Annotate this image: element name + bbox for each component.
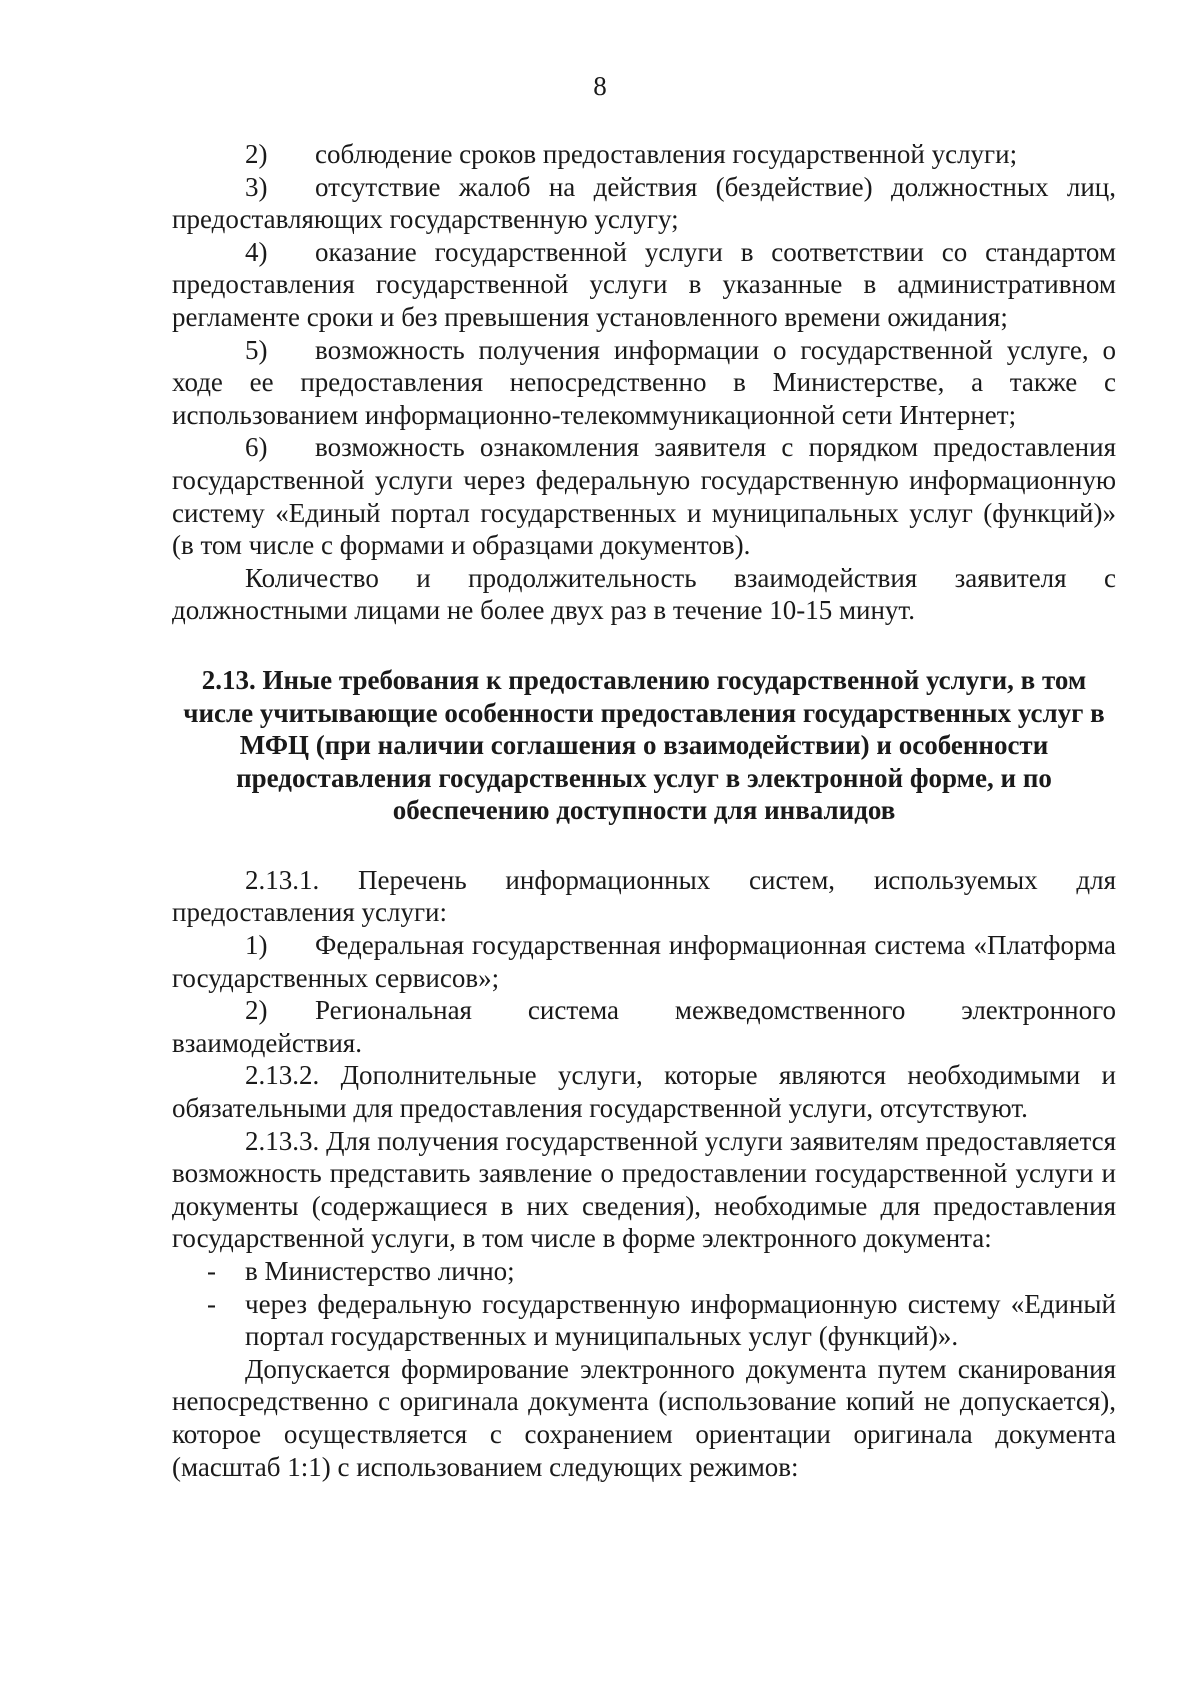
subsection-2-13-2: 2.13.2. Дополнительные услуги, которые являются необходимыми и обязательными для предоставления государственной услуги, отсутствуют. xyxy=(172,1060,1116,1124)
list-item xyxy=(172,236,1116,334)
document-body xyxy=(172,138,1116,1483)
list-item-number: 1) xyxy=(245,930,268,961)
list-item-number: 5) xyxy=(245,334,268,365)
dash-list-item xyxy=(172,1288,1116,1353)
list-item xyxy=(172,171,1116,236)
final-paragraph: Допускается формирование электронного документа путем сканирования непосредственно с оригинала документа (использование копий не допускается), которое осуществляется с сохранением ориентации оригинала документа (масштаб 1:1) с использованием следующих режимов: xyxy=(172,1353,1116,1482)
dash-list-item xyxy=(172,1255,1116,1288)
list-item-text: соблюдение сроков предоставления государственной услуги; xyxy=(315,139,1018,169)
list-item xyxy=(172,334,1116,432)
list-item-number: 6) xyxy=(245,432,268,463)
subsection-2-13-3: 2.13.3. Для получения государственной услуги заявителям предоставляется возможность представить заявление о предоставлении государственной услуги и документы (содержащиеся в них сведения), необходимые для предоставления государственной услуги, в том числе в форме электронного документа: xyxy=(172,1125,1116,1254)
quantity-paragraph: Количество и продолжительность взаимодействия заявителя с должностными лицами не более двух раз в течение 10-15 минут. xyxy=(172,562,1116,626)
list-item-text: возможность ознакомления заявителя с порядком предоставления государственной услуги через федеральную государственную информационную систему «Единый портал государственных и муниципальных услуг (функций)» (в том числе с формами и образцами документов). xyxy=(172,432,1116,561)
dash-list-item-text: через федеральную государственную информационную систему «Единый портал государственных и муниципальных услуг (функций)». xyxy=(245,1288,1116,1352)
list-item-number: 4) xyxy=(245,236,268,267)
list-item-number: 2) xyxy=(245,995,268,1026)
subsection-2-13-1: 2.13.1. Перечень информационных систем, используемых для предоставления услуги: xyxy=(172,864,1116,928)
spacer xyxy=(172,827,1116,864)
dash-mark: - xyxy=(207,1288,216,1319)
section-heading: 2.13. Иные требования к предоставлению государственной услуги, в том числе учитывающие особенности предоставления государственных услуг в МФЦ (при наличии соглашения о взаимодействии) и особенности предоставления государственных услуг в электронной форме, и по обеспечению доступности для инвалидов xyxy=(183,664,1105,826)
list-item-text: Региональная система межведомственного электронного взаимодействия. xyxy=(172,995,1116,1058)
dash-list-item-text: в Министерство лично; xyxy=(245,1256,515,1286)
list-item-number: 3) xyxy=(245,171,268,202)
list-item xyxy=(172,994,1116,1059)
list-item xyxy=(172,929,1116,994)
list-item xyxy=(172,138,1116,171)
list-item-number: 2) xyxy=(245,139,268,169)
dash-mark: - xyxy=(207,1256,216,1286)
list-item-text: Федеральная государственная информационная система «Платформа государственных сервисов»; xyxy=(172,930,1116,993)
page-number: 8 xyxy=(593,71,607,101)
list-item-text: возможность получения информации о государственной услуге, о ходе ее предоставления непосредственно в Министерстве, а также с использованием информационно-телекоммуникационной сети Интернет; xyxy=(172,334,1116,430)
list-item-text: оказание государственной услуги в соответствии со стандартом предоставления государственной услуги в указанные в административном регламенте сроки и без превышения установленного времени ожидания; xyxy=(172,236,1116,332)
list-item xyxy=(172,431,1116,561)
list-item-text: отсутствие жалоб на действия (бездействие) должностных лиц, предоставляющих государственную услугу; xyxy=(172,171,1116,235)
